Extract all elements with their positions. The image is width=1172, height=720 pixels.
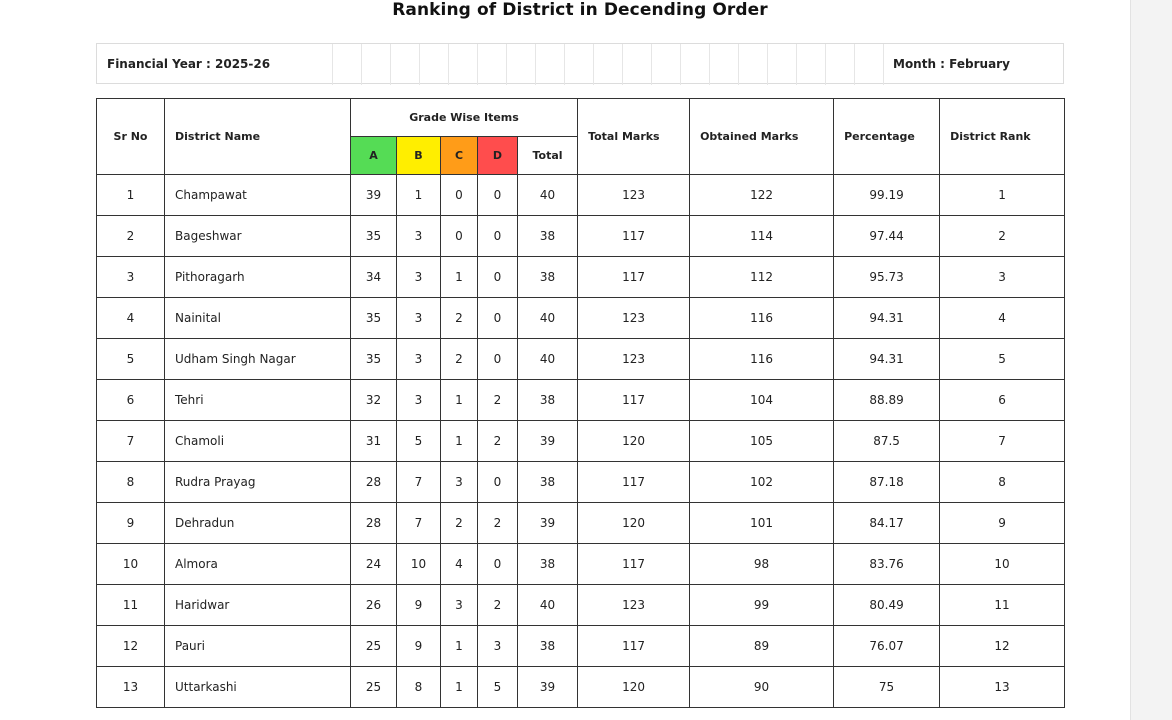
cell-grade-c: 2	[441, 503, 478, 544]
cell-grade-c: 1	[441, 257, 478, 298]
cell-percentage: 87.18	[834, 462, 940, 503]
month-label: Month : February	[893, 57, 1010, 71]
cell-grade-a: 35	[351, 339, 397, 380]
cell-district-rank: 5	[940, 339, 1065, 380]
cell-district-rank: 11	[940, 585, 1065, 626]
cell-total-marks: 120	[578, 421, 690, 462]
cell-grade-b: 3	[397, 380, 441, 421]
cell-district: Bageshwar	[165, 216, 351, 257]
divider	[361, 44, 362, 85]
cell-sr-no: 3	[97, 257, 165, 298]
cell-grade-c: 2	[441, 298, 478, 339]
header-percentage: Percentage	[834, 99, 940, 175]
cell-total-marks: 123	[578, 339, 690, 380]
cell-grade-c: 1	[441, 421, 478, 462]
cell-grade-c: 1	[441, 626, 478, 667]
divider	[883, 44, 884, 85]
cell-district-rank: 2	[940, 216, 1065, 257]
cell-percentage: 97.44	[834, 216, 940, 257]
cell-district: Udham Singh Nagar	[165, 339, 351, 380]
table-row	[97, 298, 1065, 339]
table-row	[97, 421, 1065, 462]
table-row	[97, 257, 1065, 298]
cell-sr-no: 12	[97, 626, 165, 667]
header-grade-d: D	[478, 137, 518, 175]
divider	[651, 44, 652, 85]
cell-obtained-marks: 112	[690, 257, 834, 298]
cell-sr-no: 9	[97, 503, 165, 544]
cell-sr-no: 4	[97, 298, 165, 339]
cell-grade-c: 3	[441, 462, 478, 503]
header-obtained-marks: Obtained Marks	[690, 99, 834, 175]
cell-district-rank: 10	[940, 544, 1065, 585]
cell-grade-c: 0	[441, 175, 478, 216]
cell-district: Chamoli	[165, 421, 351, 462]
cell-total: 39	[518, 667, 578, 708]
header-grade-wise-items: Grade Wise Items	[351, 99, 578, 137]
cell-total-marks: 120	[578, 667, 690, 708]
cell-percentage: 99.19	[834, 175, 940, 216]
cell-obtained-marks: 102	[690, 462, 834, 503]
cell-grade-b: 9	[397, 585, 441, 626]
cell-sr-no: 11	[97, 585, 165, 626]
cell-grade-b: 9	[397, 626, 441, 667]
divider	[593, 44, 594, 85]
cell-grade-d: 0	[478, 339, 518, 380]
cell-obtained-marks: 114	[690, 216, 834, 257]
table-row	[97, 216, 1065, 257]
table-row	[97, 667, 1065, 708]
cell-district-rank: 1	[940, 175, 1065, 216]
cell-grade-b: 7	[397, 462, 441, 503]
cell-district-rank: 8	[940, 462, 1065, 503]
cell-obtained-marks: 98	[690, 544, 834, 585]
cell-grade-b: 3	[397, 339, 441, 380]
cell-percentage: 76.07	[834, 626, 940, 667]
cell-obtained-marks: 104	[690, 380, 834, 421]
cell-obtained-marks: 90	[690, 667, 834, 708]
cell-grade-b: 3	[397, 216, 441, 257]
header-district-rank: District Rank	[940, 99, 1065, 175]
cell-grade-d: 0	[478, 175, 518, 216]
cell-grade-a: 39	[351, 175, 397, 216]
cell-grade-d: 2	[478, 503, 518, 544]
cell-grade-d: 0	[478, 216, 518, 257]
cell-district-rank: 9	[940, 503, 1065, 544]
cell-total: 39	[518, 421, 578, 462]
cell-total-marks: 117	[578, 380, 690, 421]
cell-grade-a: 34	[351, 257, 397, 298]
cell-grade-b: 10	[397, 544, 441, 585]
cell-total: 39	[518, 503, 578, 544]
cell-total: 38	[518, 462, 578, 503]
cell-obtained-marks: 105	[690, 421, 834, 462]
header-grade-b: B	[397, 137, 441, 175]
table-row	[97, 175, 1065, 216]
cell-sr-no: 13	[97, 667, 165, 708]
cell-grade-c: 0	[441, 216, 478, 257]
cell-grade-a: 35	[351, 216, 397, 257]
cell-grade-b: 1	[397, 175, 441, 216]
divider	[419, 44, 420, 85]
cell-district: Haridwar	[165, 585, 351, 626]
divider	[680, 44, 681, 85]
divider	[767, 44, 768, 85]
cell-grade-c: 1	[441, 667, 478, 708]
divider	[535, 44, 536, 85]
cell-grade-d: 3	[478, 626, 518, 667]
cell-district: Uttarkashi	[165, 667, 351, 708]
cell-grade-a: 28	[351, 503, 397, 544]
cell-grade-a: 31	[351, 421, 397, 462]
cell-percentage: 84.17	[834, 503, 940, 544]
cell-district-rank: 13	[940, 667, 1065, 708]
cell-percentage: 83.76	[834, 544, 940, 585]
cell-district: Champawat	[165, 175, 351, 216]
cell-total: 38	[518, 257, 578, 298]
cell-total-marks: 117	[578, 626, 690, 667]
table-row	[97, 626, 1065, 667]
cell-grade-d: 0	[478, 298, 518, 339]
cell-district-rank: 3	[940, 257, 1065, 298]
cell-grade-a: 26	[351, 585, 397, 626]
cell-district-rank: 7	[940, 421, 1065, 462]
cell-total-marks: 117	[578, 544, 690, 585]
cell-total: 38	[518, 626, 578, 667]
cell-grade-c: 4	[441, 544, 478, 585]
divider	[390, 44, 391, 85]
cell-grade-a: 28	[351, 462, 397, 503]
table-row	[97, 585, 1065, 626]
cell-grade-c: 3	[441, 585, 478, 626]
divider	[448, 44, 449, 85]
divider	[738, 44, 739, 85]
cell-grade-c: 2	[441, 339, 478, 380]
header-grade-a: A	[351, 137, 397, 175]
cell-grade-a: 35	[351, 298, 397, 339]
cell-district: Tehri	[165, 380, 351, 421]
cell-grade-a: 25	[351, 667, 397, 708]
divider	[796, 44, 797, 85]
header-sr-no: Sr No	[97, 99, 165, 175]
cell-total-marks: 123	[578, 175, 690, 216]
header-grade-c: C	[441, 137, 478, 175]
table-row	[97, 462, 1065, 503]
header-total: Total	[518, 137, 578, 175]
cell-obtained-marks: 99	[690, 585, 834, 626]
cell-grade-b: 7	[397, 503, 441, 544]
table-row	[97, 503, 1065, 544]
divider	[854, 44, 855, 85]
cell-district: Almora	[165, 544, 351, 585]
cell-grade-d: 5	[478, 667, 518, 708]
cell-grade-b: 3	[397, 298, 441, 339]
cell-grade-a: 24	[351, 544, 397, 585]
cell-sr-no: 7	[97, 421, 165, 462]
cell-district: Pauri	[165, 626, 351, 667]
cell-total: 40	[518, 585, 578, 626]
cell-district-rank: 12	[940, 626, 1065, 667]
cell-obtained-marks: 122	[690, 175, 834, 216]
financial-year-label: Financial Year : 2025-26	[107, 57, 271, 71]
cell-district-rank: 4	[940, 298, 1065, 339]
cell-total: 40	[518, 339, 578, 380]
header-district-name: District Name	[165, 99, 351, 175]
cell-total-marks: 117	[578, 462, 690, 503]
cell-district: Pithoragarh	[165, 257, 351, 298]
cell-district: Dehradun	[165, 503, 351, 544]
divider	[506, 44, 507, 85]
cell-grade-d: 0	[478, 257, 518, 298]
cell-grade-b: 3	[397, 257, 441, 298]
table-row	[97, 544, 1065, 585]
cell-grade-a: 25	[351, 626, 397, 667]
scrollbar-gutter[interactable]	[1130, 0, 1172, 720]
cell-total: 38	[518, 216, 578, 257]
cell-total: 40	[518, 175, 578, 216]
cell-percentage: 94.31	[834, 339, 940, 380]
cell-percentage: 94.31	[834, 298, 940, 339]
cell-sr-no: 5	[97, 339, 165, 380]
ranking-table	[96, 98, 1065, 708]
cell-grade-d: 0	[478, 544, 518, 585]
cell-total-marks: 123	[578, 298, 690, 339]
cell-grade-b: 5	[397, 421, 441, 462]
cell-grade-d: 2	[478, 380, 518, 421]
header-total-marks: Total Marks	[578, 99, 690, 175]
cell-percentage: 95.73	[834, 257, 940, 298]
cell-grade-c: 1	[441, 380, 478, 421]
cell-sr-no: 8	[97, 462, 165, 503]
cell-sr-no: 10	[97, 544, 165, 585]
divider	[622, 44, 623, 85]
cell-percentage: 87.5	[834, 421, 940, 462]
cell-total-marks: 117	[578, 257, 690, 298]
cell-obtained-marks: 89	[690, 626, 834, 667]
divider	[332, 44, 333, 85]
cell-district: Nainital	[165, 298, 351, 339]
cell-grade-d: 2	[478, 421, 518, 462]
cell-sr-no: 6	[97, 380, 165, 421]
cell-total: 38	[518, 544, 578, 585]
page-title: Ranking of District in Decending Order	[392, 0, 768, 20]
cell-total-marks: 123	[578, 585, 690, 626]
cell-percentage: 88.89	[834, 380, 940, 421]
cell-grade-b: 8	[397, 667, 441, 708]
cell-total-marks: 117	[578, 216, 690, 257]
cell-percentage: 75	[834, 667, 940, 708]
divider	[825, 44, 826, 85]
info-bar	[96, 43, 1064, 84]
cell-percentage: 80.49	[834, 585, 940, 626]
cell-obtained-marks: 116	[690, 339, 834, 380]
divider	[564, 44, 565, 85]
divider	[709, 44, 710, 85]
cell-total-marks: 120	[578, 503, 690, 544]
table-row	[97, 339, 1065, 380]
cell-obtained-marks: 116	[690, 298, 834, 339]
table-row	[97, 380, 1065, 421]
cell-sr-no: 1	[97, 175, 165, 216]
cell-total: 40	[518, 298, 578, 339]
cell-grade-a: 32	[351, 380, 397, 421]
cell-district-rank: 6	[940, 380, 1065, 421]
cell-sr-no: 2	[97, 216, 165, 257]
divider	[477, 44, 478, 85]
cell-grade-d: 0	[478, 462, 518, 503]
cell-total: 38	[518, 380, 578, 421]
cell-district: Rudra Prayag	[165, 462, 351, 503]
cell-obtained-marks: 101	[690, 503, 834, 544]
cell-grade-d: 2	[478, 585, 518, 626]
